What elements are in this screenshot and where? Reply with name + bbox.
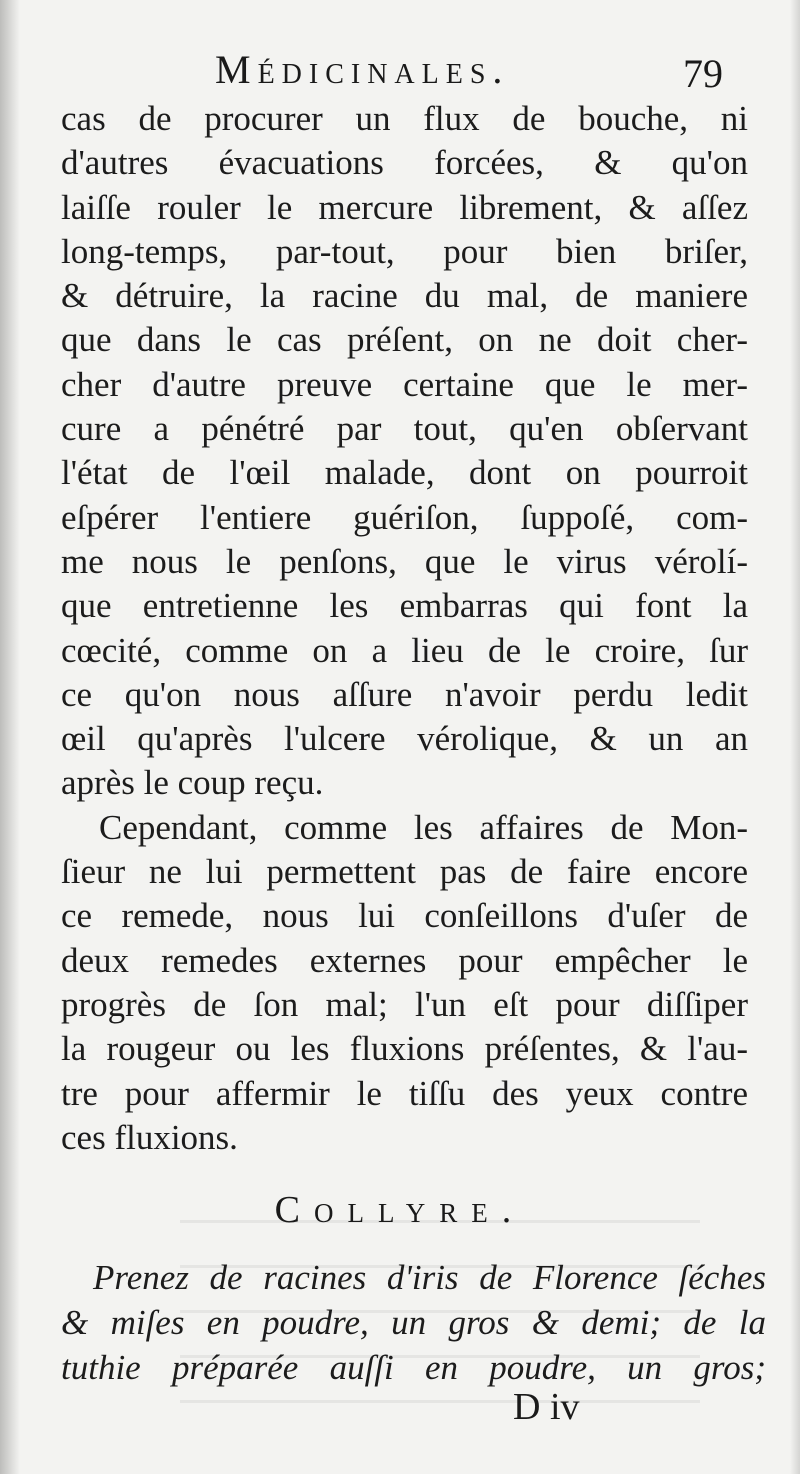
text-line: après le coup reçu.: [61, 763, 324, 803]
paragraph-2: [61, 806, 748, 1160]
text-line: ſieur ne lui permettent pas de faire encore: [61, 852, 748, 892]
text-line: œil qu'après l'ulcere vérolique, & un an: [61, 719, 748, 759]
text-line: d'autres évacuations forcées, & qu'on: [61, 143, 748, 183]
text-line: tre pour affermir le tiſſu des yeux contre: [61, 1073, 748, 1113]
body-text: [61, 97, 748, 1160]
text-line: cure a pénétré par tout, qu'en obſervant: [61, 409, 748, 449]
text-line: que dans le cas préſent, on ne doit cher-: [61, 320, 748, 360]
text-line: cœcité, comme on a lieu de le croire, ſur: [61, 630, 748, 670]
signature-mark: D iv: [513, 1386, 580, 1428]
text-line: long-temps, par-tout, pour bien briſer,: [61, 231, 748, 271]
text-line: ces fluxions.: [61, 1117, 238, 1157]
text-line: ce qu'on nous aſſure n'avoir perdu ledit: [61, 674, 748, 714]
running-title: Médicinales.: [215, 47, 510, 92]
text-line: deux remedes externes pour empêcher le: [61, 940, 748, 980]
paragraph-1: [61, 97, 748, 806]
text-line: progrès de ſon mal; l'un eſt pour diſſiper: [61, 984, 748, 1024]
text-line: laiſſe rouler le mercure librement, & aſſez: [61, 187, 748, 227]
text-line: que entretienne les embarras qui font la: [61, 586, 748, 626]
text-line: me nous le penſons, que le virus vérolí-: [61, 541, 748, 581]
recipe-line: & miſes en poudre, un gros & demi; de la: [61, 1303, 766, 1342]
page-number: 79: [683, 51, 723, 96]
text-line: Cependant, comme les affaires de Mon-: [99, 807, 748, 847]
page-header: [0, 46, 800, 96]
text-line: la rougeur ou les fluxions préſentes, & l'au-: [61, 1029, 748, 1069]
text-line: eſpérer l'entiere guériſon, ſuppoſé, com-: [61, 497, 748, 537]
text-line: cas de procurer un flux de bouche, ni: [61, 99, 748, 138]
recipe-line: Prenez de racines d'iris de Florence ſéches: [93, 1258, 766, 1297]
recipe-line: tuthie préparée auſſi en poudre, un gros;: [61, 1348, 766, 1387]
section-title: Collyre.: [274, 1189, 526, 1231]
text-line: cher d'autre preuve certaine que le mer-: [61, 364, 748, 404]
text-line: & détruire, la racine du mal, de maniere: [61, 276, 748, 316]
recipe-text: [61, 1255, 766, 1390]
text-line: ce remede, nous lui conſeillons d'uſer de: [61, 896, 748, 936]
text-line: l'état de l'œil malade, dont on pourroit: [61, 453, 748, 493]
